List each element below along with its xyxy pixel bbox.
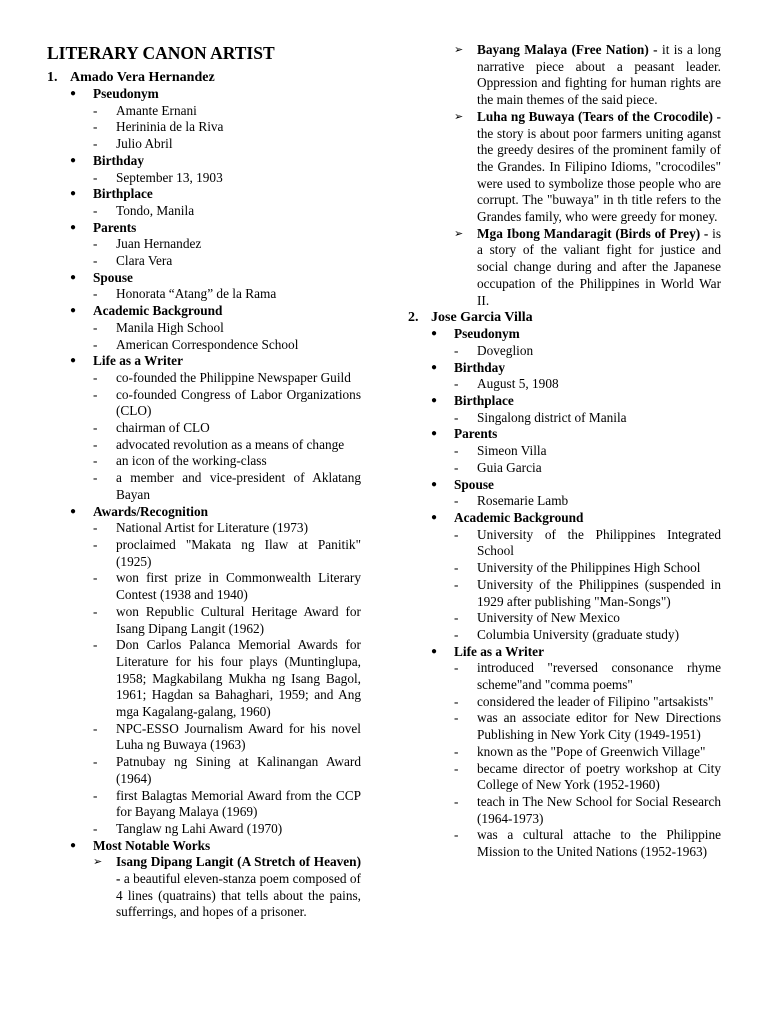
section-label: Birthday xyxy=(454,359,505,375)
dash-bullet: - xyxy=(93,603,98,619)
artist-name: Amado Vera Hernandez xyxy=(70,70,215,85)
dash-bullet: - xyxy=(93,453,98,469)
dash-bullet: - xyxy=(454,710,459,726)
section-label: Life as a Writer xyxy=(93,353,183,369)
section-heading xyxy=(431,326,721,343)
list-item xyxy=(454,827,721,860)
list-item-text: University of the Philippines (suspended in 1929 after publishing "Man-Songs") xyxy=(477,576,721,609)
dash-bullet: - xyxy=(93,754,98,770)
section-heading xyxy=(70,220,361,237)
section-label: Academic Background xyxy=(454,509,584,525)
list-item xyxy=(93,103,361,120)
list-item xyxy=(93,170,361,187)
bullet-icon: ● xyxy=(70,305,77,317)
notable-work xyxy=(454,226,721,310)
list-item xyxy=(454,577,721,610)
bullet-icon: ● xyxy=(431,328,438,340)
list-item-text: Columbia University (graduate study) xyxy=(477,626,679,642)
bullet-icon: ● xyxy=(431,478,438,490)
list-item-text: an icon of the working-class xyxy=(116,453,267,469)
list-item-text: was an associate editor for New Directions Publishing in New York City (1949-1951) xyxy=(477,710,721,743)
arrow-bullet-icon: ➢ xyxy=(454,44,464,56)
list-item xyxy=(93,520,361,537)
section-label: Birthplace xyxy=(454,393,514,409)
list-item-text: considered the leader of Filipino "artsakists" xyxy=(477,693,714,709)
list-item xyxy=(93,570,361,603)
list-item-text: introduced "reversed consonance rhyme scheme"and "comma poems" xyxy=(477,660,721,693)
dash-bullet: - xyxy=(93,286,98,302)
arrow-bullet-icon: ➢ xyxy=(454,227,464,240)
section-heading xyxy=(70,153,361,170)
work-description: it is a long narrative piece about a peasant leader. Oppression and fighting for human rights are the main themes of the said piece. xyxy=(477,42,721,108)
work-title: Mga Ibong Mandaragit (Birds of Prey) - xyxy=(477,225,709,241)
section-label: Awards/Recognition xyxy=(93,503,208,519)
list-item-text: first Balagtas Memorial Award from the CCP for Bayang Malaya (1969) xyxy=(116,787,361,820)
list-item-text: Guia Garcia xyxy=(477,459,542,475)
bullet-icon: ● xyxy=(70,154,77,166)
list-item-text: Julio Abril xyxy=(116,136,173,152)
notable-work xyxy=(93,854,361,921)
dash-bullet: - xyxy=(93,436,98,452)
page-title: LITERARY CANON ARTIST xyxy=(47,43,275,63)
list-item-text: Singalong district of Manila xyxy=(477,409,627,425)
section-heading xyxy=(431,360,721,377)
section-heading xyxy=(431,510,721,527)
list-item-text: University of New Mexico xyxy=(477,610,620,626)
notable-work xyxy=(454,109,721,226)
artist-heading xyxy=(408,309,721,326)
list-item-text: Rosemarie Lamb xyxy=(477,493,569,509)
bullet-icon: ● xyxy=(431,395,438,407)
list-item xyxy=(93,286,361,303)
bullet-icon: ● xyxy=(431,361,438,373)
bullet-icon: ● xyxy=(70,88,77,99)
list-item xyxy=(93,420,361,437)
dash-bullet: - xyxy=(454,526,459,542)
section-label: Life as a Writer xyxy=(454,643,544,659)
dash-bullet: - xyxy=(454,793,459,809)
dash-bullet: - xyxy=(454,443,459,459)
work-text xyxy=(116,854,361,921)
list-item xyxy=(454,694,721,711)
dash-bullet: - xyxy=(454,760,459,776)
artist-number: 2. xyxy=(408,310,419,326)
section-heading xyxy=(431,426,721,443)
work-title: Bayang Malaya (Free Nation) - xyxy=(477,42,658,57)
section-heading xyxy=(431,644,721,661)
dash-bullet: - xyxy=(93,119,98,135)
dash-bullet: - xyxy=(454,493,459,509)
list-item-text: teach in The New School for Social Research (1964-1973) xyxy=(477,793,721,826)
list-item xyxy=(93,453,361,470)
list-item xyxy=(454,376,721,393)
dash-bullet: - xyxy=(93,637,98,653)
dash-bullet: - xyxy=(93,386,98,402)
list-item xyxy=(93,253,361,270)
list-item-text: co-founded the Philippine Newspaper Guild xyxy=(116,369,351,385)
list-item-text: Patnubay ng Sining at Kalinangan Award (1964) xyxy=(116,754,361,786)
dash-bullet: - xyxy=(93,570,98,586)
dash-bullet: - xyxy=(454,660,459,676)
dash-bullet: - xyxy=(454,743,459,759)
left-column xyxy=(47,40,361,921)
bullet-icon: ● xyxy=(431,645,438,657)
dash-bullet: - xyxy=(93,536,98,552)
work-text xyxy=(477,109,721,226)
list-item xyxy=(93,136,361,153)
dash-bullet: - xyxy=(454,459,459,475)
list-item xyxy=(93,754,361,787)
bullet-icon: ● xyxy=(70,271,77,283)
list-item-text: Tondo, Manila xyxy=(116,202,195,218)
list-item xyxy=(454,794,721,827)
dash-bullet: - xyxy=(93,787,98,803)
section-label: Parents xyxy=(93,219,137,235)
list-item-text: chairman of CLO xyxy=(116,420,210,436)
list-item-text: Doveglion xyxy=(477,342,534,358)
arrow-bullet-icon: ➢ xyxy=(454,110,464,123)
list-item-text: September 13, 1903 xyxy=(116,169,223,185)
dash-bullet: - xyxy=(454,827,459,843)
dash-bullet: - xyxy=(454,376,459,392)
list-item-text: proclaimed "Makata ng Ilaw at Panitik" (1925) xyxy=(116,536,361,569)
dash-bullet: - xyxy=(454,626,459,642)
list-item xyxy=(93,437,361,454)
list-item xyxy=(93,637,361,721)
section-label: Birthplace xyxy=(93,186,153,202)
right-column xyxy=(408,42,721,861)
list-item xyxy=(93,721,361,754)
dash-bullet: - xyxy=(454,560,459,576)
dash-bullet: - xyxy=(93,470,98,486)
dash-bullet: - xyxy=(93,319,98,335)
dash-bullet: - xyxy=(454,342,459,358)
list-item-text: Herininia de la Riva xyxy=(116,119,224,135)
dash-bullet: - xyxy=(454,610,459,626)
work-description: a beautiful eleven-stanza poem composed of 4 lines (quatrains) that tells about the pains, sufferrings, and hopes of a prisoner. xyxy=(116,871,361,920)
dash-bullet: - xyxy=(93,720,98,736)
list-item-text: American Correspondence School xyxy=(116,336,299,352)
list-item xyxy=(93,236,361,253)
dash-bullet: - xyxy=(93,369,98,385)
section-heading xyxy=(70,86,361,103)
list-item xyxy=(454,443,721,460)
section-heading xyxy=(431,477,721,494)
section-heading xyxy=(70,504,361,521)
work-title: Isang Dipang Langit (A Stretch of Heaven) - xyxy=(116,854,361,887)
list-item xyxy=(454,610,721,627)
bullet-icon: ● xyxy=(70,355,77,367)
bullet-icon: ● xyxy=(70,188,77,200)
list-item xyxy=(454,410,721,427)
list-item xyxy=(454,493,721,510)
list-item-text: became director of poetry workshop at City College of New York (1952-1960) xyxy=(477,760,721,793)
list-item-text: Simeon Villa xyxy=(477,443,547,459)
section-label: Spouse xyxy=(93,269,133,285)
artist-number: 1. xyxy=(47,70,58,85)
section-label: Most Notable Works xyxy=(93,837,211,853)
dash-bullet: - xyxy=(93,820,98,836)
list-item-text: Manila High School xyxy=(116,319,224,335)
artist-heading xyxy=(47,69,361,86)
dash-bullet: - xyxy=(93,336,98,352)
dash-bullet: - xyxy=(93,520,98,536)
list-item-text: Don Carlos Palanca Memorial Awards for Literature for his four plays (Muntinglupa, 1958; Magkabilang Mukha ng Isang Bagol, 1961; Hagdan sa Bahaghari, 1959; and Ang mga Kagalang-galang, 1960) xyxy=(116,637,361,720)
section-label: Academic Background xyxy=(93,303,223,319)
list-item-text: University of the Philippines High School xyxy=(477,560,701,576)
list-item xyxy=(93,387,361,420)
list-item-text: National Artist for Literature (1973) xyxy=(116,520,309,536)
section-label: Pseudonym xyxy=(454,326,520,342)
list-item-text: won Republic Cultural Heritage Award for Isang Dipang Langit (1962) xyxy=(116,603,361,636)
work-text xyxy=(477,42,721,109)
bullet-icon: ● xyxy=(70,839,77,851)
arrow-bullet-icon: ➢ xyxy=(93,856,103,869)
list-item-text: won first prize in Commonwealth Literary Contest (1938 and 1940) xyxy=(116,570,361,603)
work-description: is a story of the valiant fight for justice and social change during and after the Japanese occupation of the Philippines in World War II. xyxy=(477,225,721,308)
list-item xyxy=(454,527,721,560)
list-item xyxy=(454,627,721,644)
list-item xyxy=(93,320,361,337)
notable-work xyxy=(454,42,721,109)
list-item-text: was a cultural attache to the Philippine Mission to the United Nations (1952-1963) xyxy=(477,827,721,860)
list-item xyxy=(454,761,721,794)
list-item-text: University of the Philippines Integrated School xyxy=(477,526,721,559)
list-item-text: advocated revolution as a means of change xyxy=(116,436,345,452)
section-heading xyxy=(70,353,361,370)
dash-bullet: - xyxy=(93,236,98,252)
dash-bullet: - xyxy=(93,102,98,118)
list-item xyxy=(93,604,361,637)
list-item xyxy=(93,470,361,503)
list-item-text: Honorata “Atang” de la Rama xyxy=(116,286,277,302)
bullet-icon: ● xyxy=(431,511,438,523)
bullet-icon: ● xyxy=(70,221,77,233)
dash-bullet: - xyxy=(93,136,98,152)
list-item-text: August 5, 1908 xyxy=(477,376,559,392)
section-heading xyxy=(70,186,361,203)
list-item xyxy=(93,537,361,570)
list-item xyxy=(454,710,721,743)
bullet-icon: ● xyxy=(70,505,77,517)
list-item-text: known as the "Pope of Greenwich Village" xyxy=(477,743,706,759)
list-item-text: a member and vice-president of Aklatang Bayan xyxy=(116,470,361,502)
list-item xyxy=(93,337,361,354)
list-item-text: Juan Hernandez xyxy=(116,236,202,252)
list-item xyxy=(93,370,361,387)
bullet-icon: ● xyxy=(431,428,438,440)
list-item-text: Clara Vera xyxy=(116,253,173,269)
section-label: Spouse xyxy=(454,476,494,492)
list-item xyxy=(454,460,721,477)
section-label: Parents xyxy=(454,426,498,442)
dash-bullet: - xyxy=(93,202,98,218)
list-item-text: co-founded Congress of Labor Organizations (CLO) xyxy=(116,386,361,419)
list-item xyxy=(93,203,361,220)
section-heading xyxy=(70,303,361,320)
work-description: the story is about poor farmers uniting aganst the greedy desires of the prominent family of the Grandes. In Filipino Idioms, "crocodiles" were used to symbolize those people who are corrupt. The "buwaya" in th title refers to the Grandes family, who were greedy for money. xyxy=(477,125,721,225)
artist-name: Jose Garcia Villa xyxy=(431,310,533,326)
section-label: Pseudonym xyxy=(93,86,159,101)
list-item-text: Amante Ernani xyxy=(116,102,197,118)
dash-bullet: - xyxy=(93,253,98,269)
list-item xyxy=(454,660,721,693)
list-item-text: Tanglaw ng Lahi Award (1970) xyxy=(116,820,283,836)
section-label: Birthday xyxy=(93,152,144,168)
list-item xyxy=(454,560,721,577)
work-title: Luha ng Buwaya (Tears of the Crocodile) - xyxy=(477,108,721,124)
list-item-text: NPC-ESSO Journalism Award for his novel Luha ng Buwaya (1963) xyxy=(116,720,361,753)
list-item xyxy=(454,343,721,360)
section-heading xyxy=(70,838,361,855)
section-heading xyxy=(70,270,361,287)
list-item xyxy=(93,821,361,838)
dash-bullet: - xyxy=(454,409,459,425)
dash-bullet: - xyxy=(93,420,98,436)
list-item xyxy=(454,744,721,761)
dash-bullet: - xyxy=(454,576,459,592)
list-item xyxy=(93,119,361,136)
list-item xyxy=(93,788,361,821)
dash-bullet: - xyxy=(454,693,459,709)
section-heading xyxy=(431,393,721,410)
dash-bullet: - xyxy=(93,169,98,185)
work-text xyxy=(477,226,721,310)
